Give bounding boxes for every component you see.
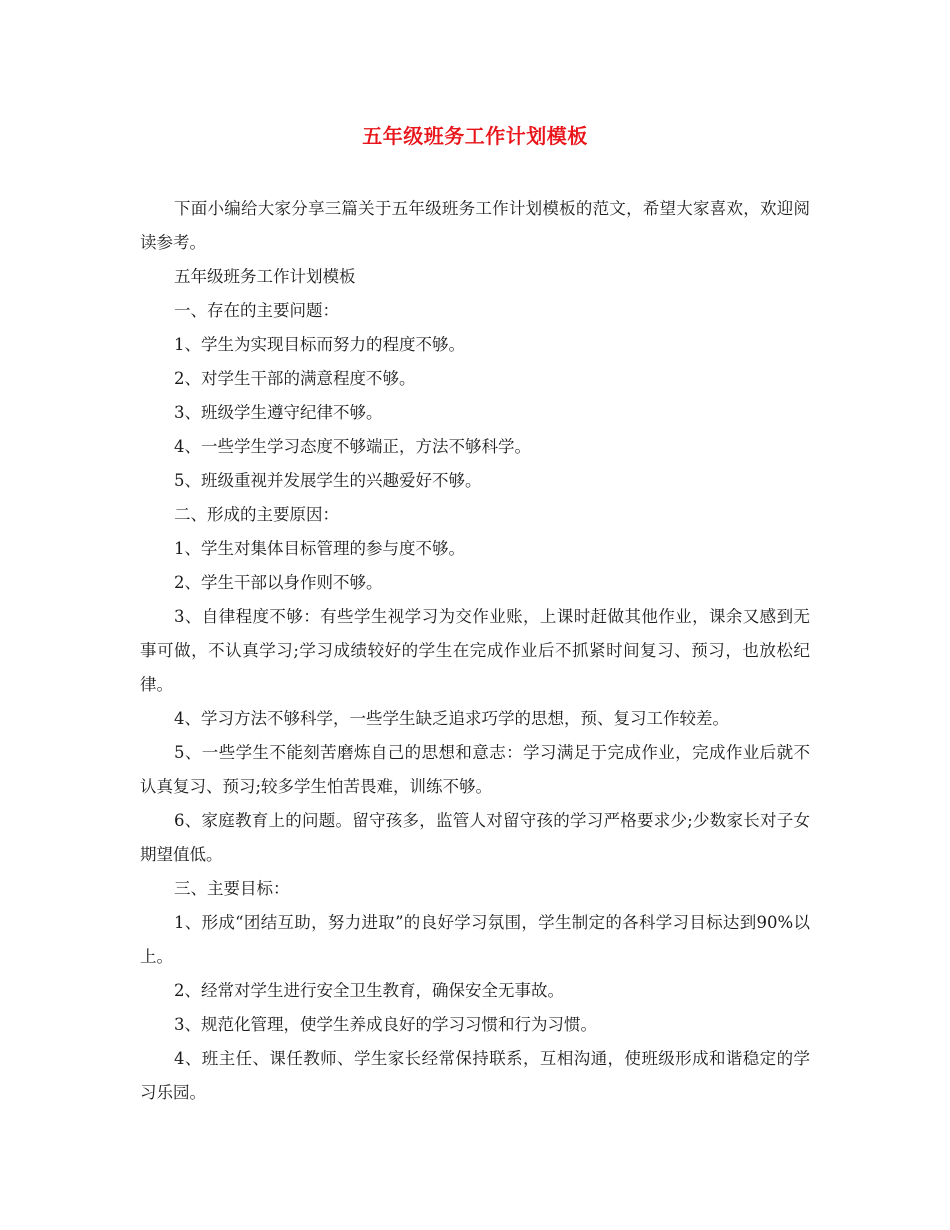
section-heading-goals: 三、主要目标： (174, 879, 290, 898)
document-title: 五年级班务工作计划模板 (362, 124, 588, 148)
list-item: 2、经常对学生进行安全卫生教育，确保安全无事故。 (174, 981, 564, 1000)
list-item: 3、自律程度不够：有些学生视学习为交作业账，上课时赶做其他作业，课余又感到无事可做，不认真学习;学习成绩较好的学生在完成作业后不抓紧时间复习、预习，也放松纪律。 (140, 607, 810, 694)
list-item: 5、一些学生不能刻苦磨炼自己的思想和意志：学习满足于完成作业，完成作业后就不认真复习、预习;较多学生怕苦畏难，训练不够。 (140, 743, 810, 796)
section-heading-problems: 一、存在的主要问题： (174, 301, 339, 320)
list-item: 3、班级学生遵守纪律不够。 (174, 403, 383, 422)
list-item: 2、对学生干部的满意程度不够。 (174, 369, 416, 388)
list-item: 6、家庭教育上的问题。留守孩多，监管人对留守孩的学习严格要求少;少数家长对子女期望值低。 (140, 811, 810, 864)
list-item: 4、班主任、课任教师、学生家长经常保持联系，互相沟通，使班级形成和谐稳定的学习乐园。 (140, 1049, 810, 1102)
list-item: 5、班级重视并发展学生的兴趣爱好不够。 (174, 471, 482, 490)
section-heading-causes: 二、形成的主要原因： (174, 505, 339, 524)
paragraph-subtitle: 五年级班务工作计划模板 (174, 267, 356, 286)
list-item: 4、学习方法不够科学，一些学生缺乏追求巧学的思想，预、复习工作较差。 (174, 709, 729, 728)
list-item: 4、一些学生学习态度不够端正，方法不够科学。 (174, 437, 531, 456)
list-item: 3、规范化管理，使学生养成良好的学习习惯和行为习惯。 (174, 1015, 597, 1034)
list-item: 2、学生干部以身作则不够。 (174, 573, 383, 592)
list-item: 1、形成“团结互助，努力进取”的良好学习氛围，学生制定的各科学习目标达到90%以上。 (140, 913, 810, 966)
list-item: 1、学生为实现目标而努力的程度不够。 (174, 335, 465, 354)
paragraph-intro: 下面小编给大家分享三篇关于五年级班务工作计划模板的范文，希望大家喜欢，欢迎阅读参考。 (140, 199, 810, 252)
document-body (140, 192, 810, 1110)
list-item: 1、学生对集体目标管理的参与度不够。 (174, 539, 465, 558)
